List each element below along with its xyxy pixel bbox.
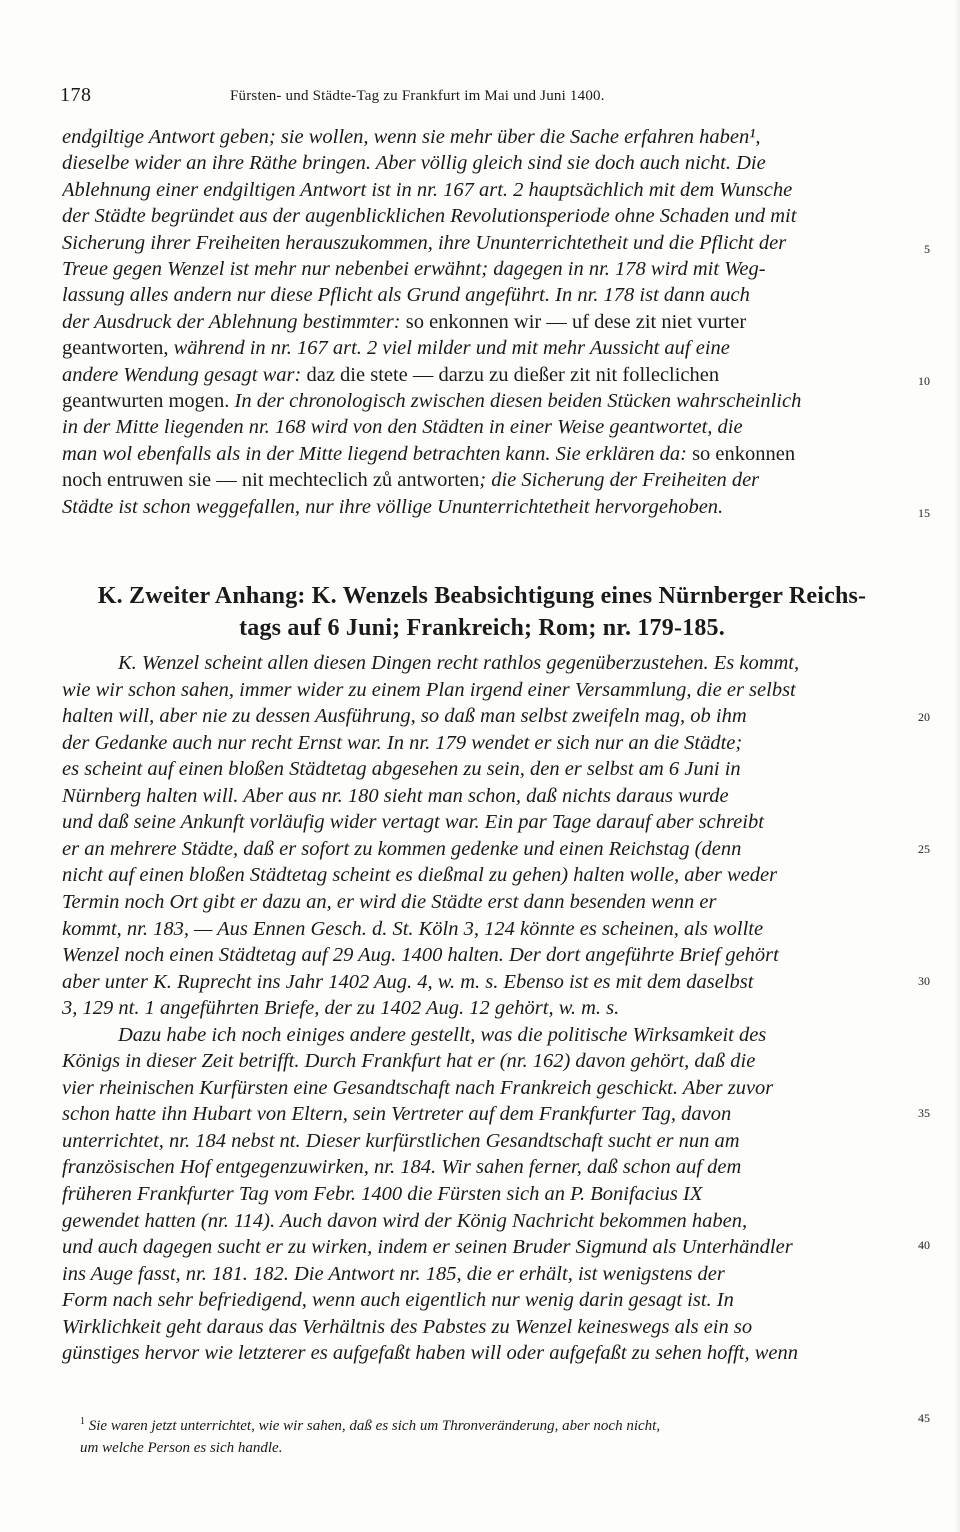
text-fragment: Städte ist schon weggefallen, nur ihre völlige Ununterrichtetheit hervorgehoben. bbox=[62, 495, 724, 518]
section-heading bbox=[64, 580, 900, 644]
section-heading-line-2: tags auf 6 Juni; Frankreich; Rom; nr. 179-185. bbox=[239, 615, 725, 641]
page-header bbox=[60, 84, 740, 114]
text-line: Nürnberg halten will. Aber aus nr. 180 sieht man schon, daß nichts daraus wurde bbox=[62, 784, 729, 807]
section-heading-line-1: K. Zweiter Anhang: K. Wenzels Beabsichtigung eines Nürnberger Reichs- bbox=[97, 583, 867, 609]
text-line bbox=[62, 414, 898, 441]
text-fragment: so enkonnen wir — uf dese zit niet vurter bbox=[400, 310, 747, 333]
text-fragment: andere Wendung gesagt war: bbox=[62, 363, 302, 386]
page-number: 178 bbox=[60, 84, 92, 106]
line-number-25: 25 bbox=[918, 842, 930, 856]
text-fragment: so enkonnen bbox=[686, 442, 796, 465]
text-line bbox=[62, 177, 898, 204]
text-line: Wenzel noch einen Städtetag auf 29 Aug. 1400 halten. Der dort angeführte Brief gehört bbox=[62, 944, 779, 967]
text-fragment: Ablehnung einer endgiltigen Antwort ist in nr. 167 art. 2 hauptsächlich mit dem Wunsche bbox=[62, 178, 793, 201]
text-fragment: in der Mitte liegenden nr. 168 wird von den Städten in einer Weise geantwortet, die bbox=[62, 416, 743, 439]
text-fragment: lassung alles andern nur diese Pflicht als Grund angeführt. In nr. 178 ist dann auch bbox=[62, 284, 750, 307]
text-line: es scheint auf einen bloßen Städtetag abgesehen zu sein, den er selbst am 6 Juni in bbox=[62, 758, 741, 781]
text-line: ins Auge fasst, nr. 181. 182. Die Antwort nr. 185, die er erhält, ist wenigstens der bbox=[62, 1262, 725, 1285]
footnote bbox=[80, 1411, 910, 1459]
line-number-35: 35 bbox=[918, 1106, 930, 1120]
text-line: gewendet hatten (nr. 114). Auch davon wird der König Nachricht bekommen haben, bbox=[62, 1209, 748, 1232]
text-line: nicht auf einen bloßen Städtetag scheint es dießmal zu gehen) halten wolle, aber weder bbox=[62, 864, 778, 887]
text-line bbox=[62, 150, 898, 177]
line-number-10: 10 bbox=[918, 374, 930, 388]
text-line: schon hatte ihn Hubart von Eltern, sein Vertreter auf dem Frankfurter Tag, davon bbox=[62, 1103, 732, 1126]
text-line: Termin noch Ort gibt er dazu an, er wird die Städte erst dann besenden wenn er bbox=[62, 890, 717, 913]
text-line: Königs in dieser Zeit betrifft. Durch Frankfurt hat er (nr. 162) davon gehört, daß die bbox=[62, 1050, 756, 1073]
text-line: Form nach sehr befriedigend, wenn auch eigentlich nur wenig darin gesagt ist. In bbox=[62, 1289, 734, 1312]
text-line: früheren Frankfurter Tag vom Febr. 1400 die Fürsten sich an P. Bonifacius IX bbox=[62, 1183, 703, 1205]
text-fragment: ; die Sicherung der Freiheiten der bbox=[479, 469, 760, 492]
text-line bbox=[62, 124, 898, 151]
line-number-20: 20 bbox=[918, 710, 930, 724]
text-fragment: der Städte begründet aus der augenblicklichen Revolutionsperiode ohne Schaden und mit bbox=[62, 205, 797, 228]
line-number-5: 5 bbox=[924, 242, 930, 256]
footnote-line-1 bbox=[80, 1411, 910, 1437]
text-line: 3, 129 nt. 1 angeführten Briefe, der zu 1402 Aug. 12 gehört, w. m. s. bbox=[62, 997, 620, 1020]
page-edge-shadow bbox=[954, 0, 960, 1532]
text-line: vier rheinischen Kurfürsten eine Gesandtschaft nach Frankreich geschickt. Aber zuvor bbox=[62, 1076, 774, 1099]
text-line: er an mehrere Städte, daß er sofort zu kommen gedenke und einen Reichstag (denn bbox=[62, 837, 742, 860]
text-line bbox=[62, 388, 898, 415]
running-title: Fürsten- und Städte-Tag zu Frankfurt im Mai und Juni 1400. bbox=[230, 88, 605, 104]
text-fragment: noch entruwen sie — nit mechteclich zů antworten bbox=[62, 469, 480, 492]
text-fragment: Sicherung ihrer Freiheiten herauszukommen, ihre Ununterrichtetheit und die Pflicht der bbox=[62, 231, 787, 254]
text-line: unterrichtet, nr. 184 nebst nt. Dieser kurfürstlichen Gesandtschaft sucht er nun am bbox=[62, 1129, 740, 1152]
text-line bbox=[62, 335, 898, 362]
text-line bbox=[62, 441, 898, 468]
text-fragment: dieselbe wider an ihre Räthe bringen. Aber völlig gleich sind sie doch auch nicht. Die bbox=[62, 152, 766, 175]
footnote-text-1: Sie waren jetzt unterrichtet, wie wir sahen, daß es sich um Thronveränderung, aber noch nicht, bbox=[88, 1418, 661, 1434]
text-line bbox=[62, 362, 898, 389]
line-number-15: 15 bbox=[918, 506, 930, 520]
text-fragment: daz die stete — darzu zu dießer zit nit folleclichen bbox=[301, 363, 720, 386]
text-fragment: In der chronologisch zwischen diesen beiden Stücken wahrscheinlich bbox=[234, 390, 802, 412]
text-fragment: man wol ebenfalls als in der Mitte liegend betrachten kann. Sie erklären da: bbox=[62, 442, 687, 465]
footnote-line-2: um welche Person es sich handle. bbox=[80, 1440, 283, 1456]
text-fragment: endgiltige Antwort geben; sie wollen, wenn sie mehr über die Sache erfahren haben¹, bbox=[62, 126, 761, 148]
text-line: K. Wenzel scheint allen diesen Dingen recht rathlos gegenüberzustehen. Es kommt, bbox=[118, 652, 800, 674]
footnote-mark: 1 bbox=[80, 1416, 85, 1427]
text-line bbox=[62, 467, 898, 494]
text-line: halten will, aber nie zu dessen Ausführung, so daß man selbst zweifeln mag, ob ihm bbox=[62, 705, 747, 728]
text-line: französischen Hof entgegenzuwirken, nr. 184. Wir sahen ferner, daß schon auf dem bbox=[62, 1156, 742, 1179]
text-line: günstiges hervor wie letzterer es aufgefaßt haben will oder aufgefaßt zu sehen hofft, wenn bbox=[62, 1342, 799, 1365]
text-fragment: der Ausdruck der Ablehnung bestimmter: bbox=[62, 310, 401, 333]
text-line bbox=[62, 203, 898, 230]
text-line: und daß seine Ankunft vorläufig wider vertagt war. Ein par Tage darauf aber schreibt bbox=[62, 811, 764, 834]
text-line: wie wir schon sahen, immer wider zu einem Plan irgend einer Versammlung, die er selbst bbox=[62, 678, 796, 701]
text-line: und auch dagegen sucht er zu wirken, indem er seinen Bruder Sigmund als Unterhändler bbox=[62, 1236, 793, 1259]
text-line bbox=[62, 309, 898, 336]
text-line: der Gedanke auch nur recht Ernst war. In nr. 179 wendet er sich nur an die Städte; bbox=[62, 731, 743, 754]
line-number-45: 45 bbox=[918, 1411, 930, 1425]
line-number-40: 40 bbox=[918, 1238, 930, 1252]
text-line: kommt, nr. 183, — Aus Ennen Gesch. d. St. Köln 3, 124 könnte es scheinen, als wollte bbox=[62, 917, 764, 940]
text-fragment: geantwurten mogen. bbox=[62, 390, 235, 412]
text-line bbox=[62, 494, 898, 521]
text-line: aber unter K. Ruprecht ins Jahr 1402 Aug. 4, w. m. s. Ebenso ist es mit dem daselbst bbox=[62, 970, 754, 993]
line-number-30: 30 bbox=[918, 974, 930, 988]
text-line: Dazu habe ich noch einiges andere gestellt, was die politische Wirksamkeit des bbox=[118, 1023, 767, 1046]
text-line bbox=[62, 282, 898, 309]
text-line bbox=[62, 256, 898, 283]
text-line bbox=[62, 230, 898, 257]
text-line: Wirklichkeit geht daraus das Verhältnis des Pabstes zu Wenzel keineswegs als ein so bbox=[62, 1315, 753, 1338]
text-fragment: Treue gegen Wenzel ist mehr nur nebenbei erwähnt; dagegen in nr. 178 wird mit Weg- bbox=[62, 258, 766, 280]
text-fragment: geantworten, bbox=[62, 337, 174, 360]
text-fragment: während in nr. 167 art. 2 viel milder und mit mehr Aussicht auf eine bbox=[173, 337, 730, 360]
